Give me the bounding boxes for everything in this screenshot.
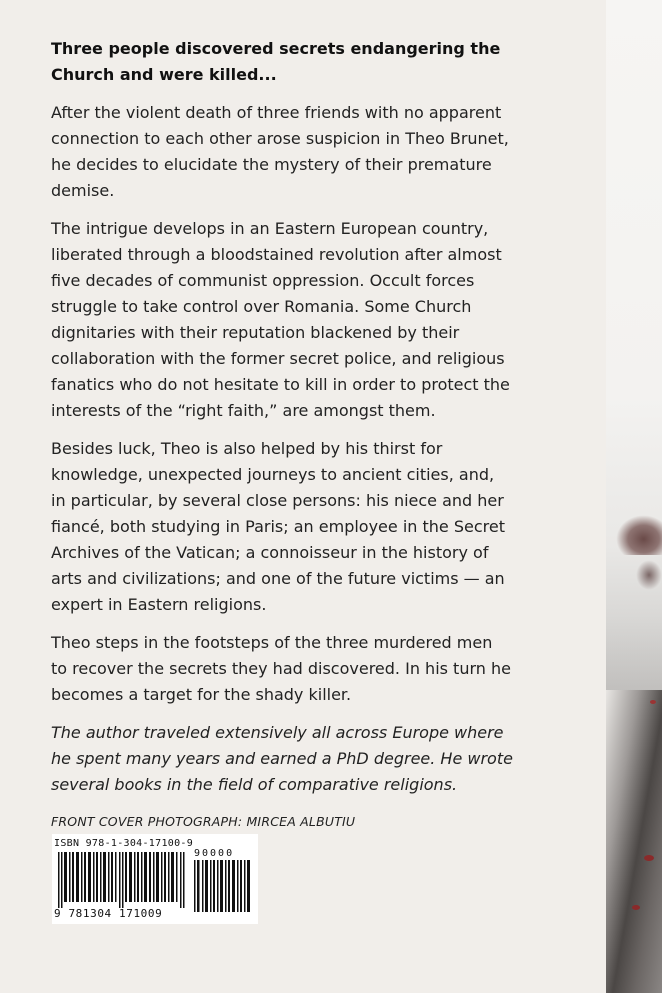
isbn-barcode [52, 834, 258, 924]
photo-credit: FRONT COVER PHOTOGRAPH: MIRCEA ALBUTIU [51, 814, 356, 829]
bush-shape [636, 560, 662, 590]
bush-shape [616, 515, 662, 555]
blurb-paragraph: The intrigue develops in an Eastern European country, liberated through a bloodstained revolution after almost five decades of communist oppression. Occult forces struggle to take control over Romania. Some Church dignitaries with their reputation blackened by their collaboration with the former secret police, and religious fanatics who do not hesitate to kill in order to protect the interests of the “right faith,” are amongst them. [51, 219, 510, 420]
blurb-paragraph: After the violent death of three friends with no apparent connection to each other arose suspicion in Theo Brunet, he decides to elucidate the mystery of their premature demise. [51, 103, 509, 200]
blood-spot [632, 905, 640, 910]
author-note: The author traveled extensively all across Europe where he spent many years and earned a PhD degree. He wrote several books in the field of comparative religions. [51, 723, 513, 794]
blood-spot [644, 855, 654, 861]
barcode-bars-icon [58, 852, 188, 908]
back-cover-text [51, 36, 513, 829]
road-shape [606, 690, 662, 993]
isbn-label: ISBN 978-1-304-17100-9 [54, 838, 194, 849]
blood-spot [650, 700, 656, 704]
ean-digits: 9 781304 171009 [54, 907, 163, 920]
addon-bars-icon [194, 860, 252, 912]
front-cover-photo-edge [606, 0, 662, 993]
blurb-paragraph: Besides luck, Theo is also helped by his thirst for knowledge, unexpected journeys to ancient cities, and, in particular, by several close persons: his niece and her fiancé, both studying in Paris; an employee in the Secret Archives of the Vatican; a connoisseur in the history of arts and civilizations; and one of the future victims — an expert in Eastern religions. [51, 439, 505, 614]
blurb-headline: Three people discovered secrets endangering the Church and were killed... [51, 39, 501, 84]
blurb-paragraph: Theo steps in the footsteps of the three murdered men to recover the secrets they had discovered. In his turn he becomes a target for the shady killer. [51, 633, 511, 704]
addon-digits: 90000 [194, 848, 235, 859]
